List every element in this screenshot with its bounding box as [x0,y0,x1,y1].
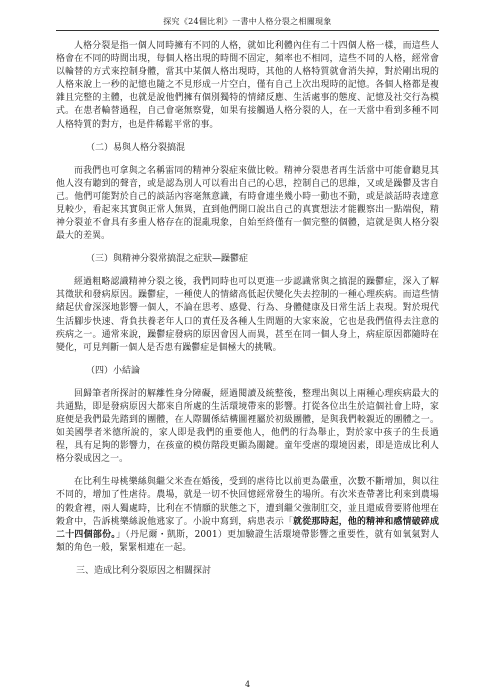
abuse-text-end: 」（丹尼爾・凱斯，2001）更加驗證生活環境帶影響之重要性，就有如氧氣對人類的角色一般，緊緊相連在一起。 [56,529,439,553]
paragraph-schizophrenia: 而我們也可拿與之名稱雷同的精神分裂症來做比較。精神分裂患者再生活當中可能會聽見其他人沒有聽到的聲音，或是認為別人可以看出自己的心思，控制自己的思維，又或是躁鬱及害自己。他們可能對於自己的談話內容毫無意識，有時會連坐幾小時一動也不動，或是談話時表達意見較少，看起來其實與正常人無異，直到他們開口說出自己的真實想法才能觀察出一點端倪，精神分裂並不會具有多重人格存在的混亂現象，自始至終僅有一個完整的個體，這就是與人格分裂最大的差異。 [56,165,439,242]
paragraph-multiple-personalities: 人格分裂是指一個人同時擁有不同的人格，就如比利體內住有二十四個人格一樣，而這些人格會在不同的時間出現，每個人格出現的時間不固定，頻率也不相同，這些不同的人格，經常會以輪替的方式來控制身體，當其中某個人格出現時，其他的人格特質就會消失掉，對於剛出現的人格來說上一秒的記憶也隨之不見形成一片空白，僅有自己上次出現時的記憶。各個人格都是複雜且完整的主體，也就是說他們擁有個別獨特的情緒反應、生活處事的態度、記憶及社交行為模式。在患者輪替過程，自己會毫無察覺，如果有接觸過人格分裂的人，在一天當中看到多種不同人格特質的對方，也是件稀鬆平常的事。 [56,41,439,130]
header-rule [56,30,439,31]
section-heading-causes: 三、造成比利分裂原因之相關探討 [76,565,212,576]
paragraph-conclusion: 回歸筆者所探討的解離性身分障礙，經過閱讀及統整後，整理出與以上兩種心理疾病最大的共通點，即是發病原因大都來自所處的生活環境帶來的影響。打從各位出生於這個社會上時，家庭便是我們最先踏到的團體，在人際關係結構圖裡屬於初級團體，是與我們較親近的團體之一。如美國學者米德所說的，家人即是我們的重要他人，他們的行為舉止，對於家中孩子的生長過程，具有足夠的影響力，在孩童的模仿階段更顯為關鍵。童年受虐的環境因素，即是造成比利人格分裂成因之一。 [56,388,439,465]
abuse-text-start: 在比利生母桃樂絲與繼父米查在婚後，受到的虐待比以前更為嚴重，次數不斷增加，與以往不同的，增加了性虐待。農場，就是一切不快回憶經常發生的場所。有次米查帶著比利來到農場的穀倉裡，兩人獨處時，比利在不情願的狀態之下，遭到繼父強制肛交，並且還威脅要將他埋在穀倉中，告訴桃樂絲說他逃家了。小說中寫到，病患表示「 [56,477,439,527]
paragraph-abuse [56,476,439,555]
abuse-quote-bold: 就從那時起，他的精神和感情破碎成二十四個部份。 [56,516,439,540]
section-heading-bipolar: （三）與精神分裂常搞混之症狀—躁鬱症 [86,254,249,265]
page-number: 4 [244,680,251,689]
document-body [56,40,439,578]
section-heading-conclusion: （四）小結論 [86,365,141,376]
running-header: 探究《24個比利》一書中人格分裂之相關現象 [163,17,332,26]
paragraph-bipolar: 經過粗略認識精神分裂之後，我們同時也可以更進一步認識常與之搞混的躁鬱症，深入了解其徵狀和發病原因。躁鬱症，一種使人的情緒高低起伏變化失去控制的一種心理疾病。而這些情緒起伏會深深地影響一個人，不論在思考、感覺、行為、身體健康及日常生活上表現。對於現代生活腳步快速、背負扶養老年人口的責任及各種人生問題的大家來說，它也是我們值得去注意的疾病之一。通常來說，躁鬱症發病的原因會因人而異，甚至在同一個人身上，病症原因都隨時在變化，可見判斷一個人是否患有躁鬱症是個極大的挑戰。 [56,277,439,353]
section-heading-confusion: （二）易與人格分裂搞混 [86,142,186,153]
